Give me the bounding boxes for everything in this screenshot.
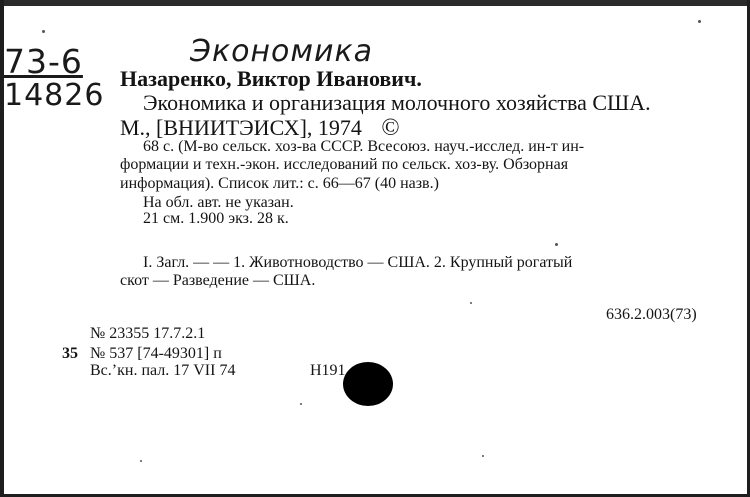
register-code: Н191 bbox=[310, 362, 346, 379]
scan-speck bbox=[140, 460, 142, 462]
classification-number: 636.2.003(73) bbox=[606, 306, 697, 323]
note-line-3: информация). Список лит.: с. 66—67 (40 назв.) bbox=[120, 175, 439, 192]
handwritten-shelfmark-top: 73-6 bbox=[4, 42, 83, 81]
note-line-2: формации и техн.-экон. исследований по сельск. хоз-ву. Обзорная bbox=[120, 156, 569, 173]
book-title: Экономика и организация молочного хозяйства США. bbox=[143, 90, 651, 115]
register-line-2-number: 35 bbox=[62, 345, 78, 362]
subject-headings-line-2: скот — Разведение — США. bbox=[120, 272, 316, 289]
register-line-2: № 537 [74-49301] п bbox=[90, 345, 222, 362]
imprint-text: М., [ВНИИТЭИСХ], 1974 bbox=[120, 115, 362, 140]
subject-headings-line-1: I. Загл. — — 1. Животноводство — США. 2. Крупный рогатый bbox=[143, 254, 573, 271]
register-line-1: № 23355 17.7.2.1 bbox=[90, 325, 206, 342]
register-line-3: Вс.ʼкн. пал. 17 VII 74 bbox=[90, 362, 236, 379]
scan-speck bbox=[42, 30, 45, 33]
scan-speck bbox=[470, 302, 472, 304]
card-top-edge bbox=[0, 0, 750, 6]
handwritten-shelfmark-bottom: 14826 bbox=[4, 78, 105, 113]
handwritten-subject: Экономика bbox=[190, 34, 374, 69]
scan-speck bbox=[698, 20, 701, 23]
note-line-4: На обл. авт. не указан. bbox=[143, 194, 294, 211]
imprint-line bbox=[120, 116, 400, 140]
copyright-symbol: © bbox=[381, 115, 400, 141]
scan-speck bbox=[482, 455, 484, 457]
note-line-5: 21 см. 1.900 экз. 28 к. bbox=[143, 210, 289, 227]
punch-hole bbox=[343, 362, 393, 406]
scan-speck bbox=[555, 243, 558, 246]
author-heading: Назаренко, Виктор Иванович. bbox=[120, 66, 422, 91]
note-line-1: 68 с. (М-во сельск. хоз-ва СССР. Всесоюз. науч.-исслед. ин-т ин- bbox=[143, 138, 585, 155]
scan-speck bbox=[300, 403, 302, 405]
